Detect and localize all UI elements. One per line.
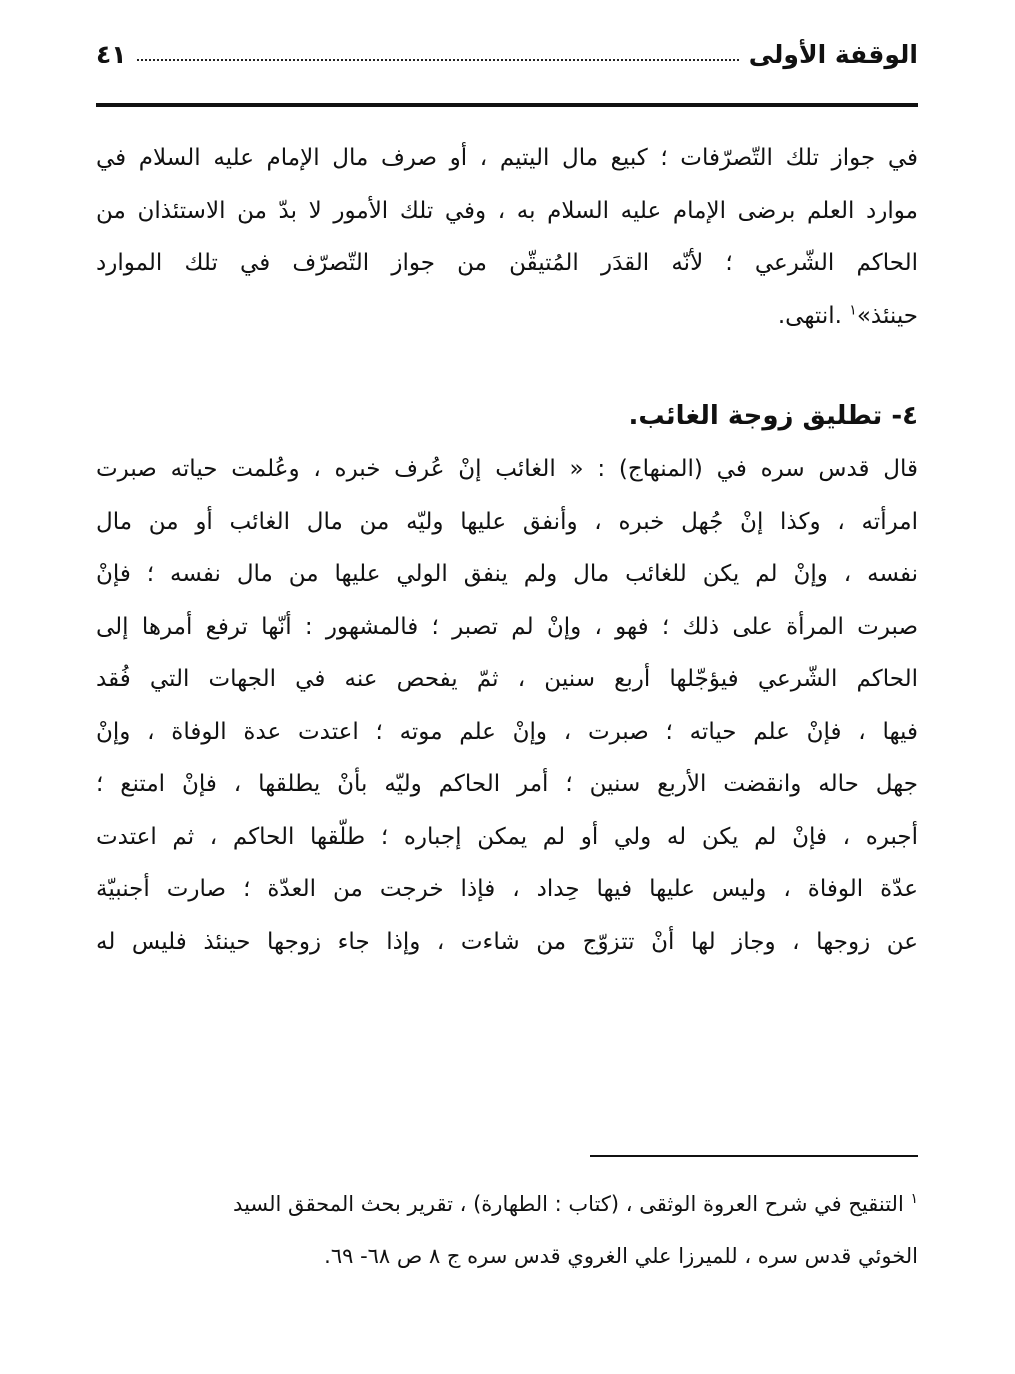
- footnote-rule: [590, 1155, 918, 1157]
- paragraph-2: [96, 443, 918, 968]
- paragraph-line-tail: .انتهى.: [777, 302, 850, 329]
- paragraph-line: الحاكم الشّرعي فيؤجّلها أربع سنين ، ثمّ يفحص عنه في الجهات التي فُقد: [96, 666, 918, 692]
- footnote-number: ١: [910, 1191, 918, 1207]
- paragraph-line: امرأته ، وكذا إنْ جُهل خبره ، وأنفق عليها وليّه من مال الغائب أو من مال: [96, 508, 918, 535]
- paragraph-line: أجبره ، فإنْ لم يكن له ولي أو لم يمكن إجباره ؛ طلّقها الحاكم ، ثم اعتدت: [96, 823, 918, 850]
- paragraph-line: قال قدس سره في (المنهاج) : « الغائب إنْ عُرف خبره ، وعُلمت حياته صبرت: [96, 456, 918, 482]
- paragraph-line: عدّة الوفاة ، وليس عليها فيها حِداد ، فإذا خرجت من العدّة ؛ صارت أجنبيّة: [96, 876, 918, 902]
- paragraph-line: حينئذ»: [856, 302, 918, 329]
- paragraph-line: نفسه ، وإنْ لم يكن للغائب مال ولم ينفق الولي عليها من مال نفسه ؛ فإنْ: [96, 561, 918, 587]
- footnote: [96, 1178, 918, 1282]
- paragraph-line: جهل حاله وانقضت الأربع سنين ؛ أمر الحاكم وليّه بأنْ يطلقها ، فإنْ امتنع ؛: [96, 771, 918, 797]
- footnote-text: التنقيح في شرح العروة الوثقى ، (كتاب : الطهارة) ، تقرير بحث المحقق السيد: [233, 1192, 904, 1216]
- footnote-reference[interactable]: ١: [849, 301, 857, 318]
- leader-dots: [137, 58, 739, 61]
- paragraph-line: في جواز تلك التّصرّفات ؛ كبيع مال اليتيم ، أو صرف مال الإمام عليه السلام في: [96, 145, 918, 171]
- page-header: [96, 28, 918, 80]
- running-title: الوقفة الأولى: [748, 39, 918, 69]
- paragraph-line: صبرت المرأة على ذلك ؛ فهو ، وإنْ لم تصبر ؛ فالمشهور : أنّها ترفع أمرها إلى: [96, 613, 918, 640]
- footnote-line: الخوئي قدس سره ، للميرزا علي الغروي قدس سره ج ٨ ص ٦٨- ٦٩.: [324, 1244, 918, 1268]
- paragraph-line: موارد العلم برضى الإمام عليه السلام به ، وفي تلك الأمور لا بدّ من الاستئذان من: [96, 197, 918, 224]
- paragraph-line: الحاكم الشّرعي ؛ لأنّه القدَر المُتيقّن من جواز التّصرّف في تلك الموارد: [96, 250, 918, 276]
- page-number: ٤١: [96, 39, 127, 69]
- paragraph-last-line: [96, 290, 918, 343]
- paragraph-1: [96, 132, 918, 342]
- section-heading: ٤- تطليق زوجة الغائب.: [628, 401, 918, 431]
- paragraph-line: فيها ، فإنْ علم حياته ؛ صبرت ، وإنْ علم موته ؛ اعتدت عدة الوفاة ، وإنْ: [96, 718, 918, 745]
- footnote-line: [96, 1178, 918, 1230]
- header-rule: [96, 103, 918, 107]
- paragraph-line: عن زوجها ، وجاز لها أنْ تتزوّج من شاءت ، وإذا جاء زوجها حينئذ فليس له: [96, 928, 918, 955]
